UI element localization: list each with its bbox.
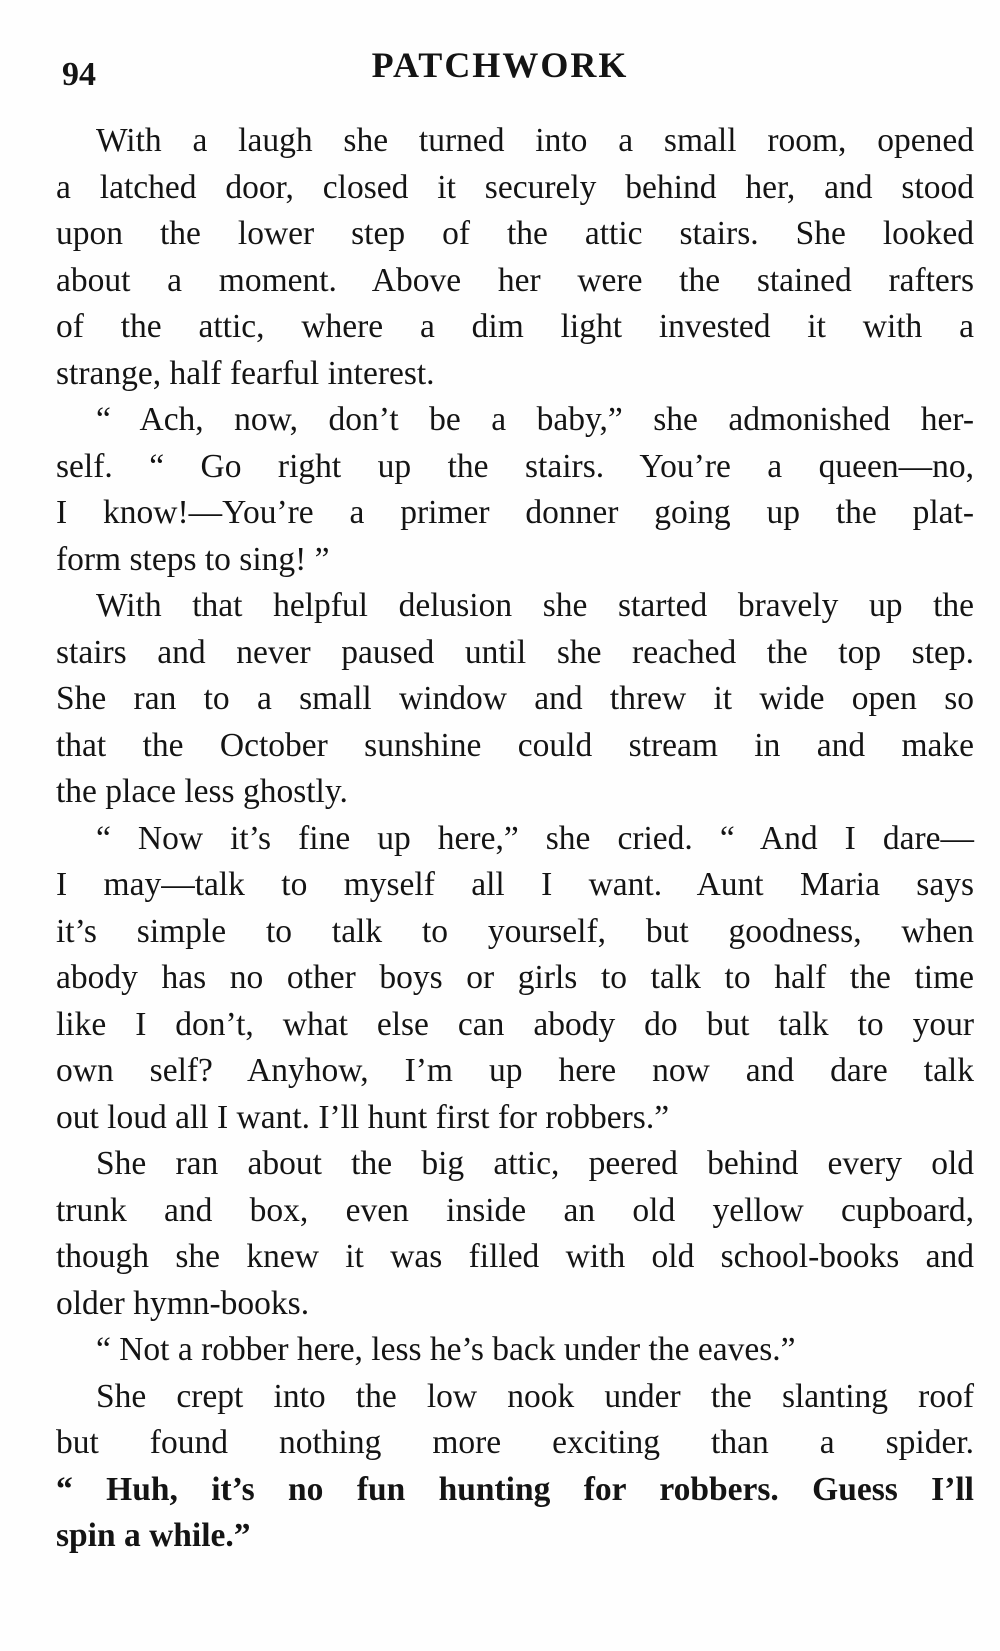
text-line: a latched door, closed it securely behind her, and stood	[56, 168, 974, 206]
text-line: She ran to a small window and threw it wide open so	[56, 680, 974, 717]
text-line: strange, half fearful interest.	[56, 354, 435, 392]
text-line: “ Now it’s fine up here,” she cried. “ And I dare—	[96, 819, 974, 857]
text-line: “ Ach, now, don’t be a baby,” she admonished her-	[96, 401, 974, 438]
body-text	[56, 118, 974, 1560]
text-line: upon the lower step of the attic stairs. She looked	[56, 215, 974, 252]
text-line: own self? Anyhow, I’m up here now and dare talk	[56, 1052, 974, 1089]
text-line: older hymn-books.	[56, 1284, 310, 1322]
text-line: but found nothing more exciting than a spider.	[56, 1424, 974, 1461]
text-line: that the October sunshine could stream in and make	[56, 726, 974, 764]
text-line: “ Not a robber here, less he’s back under the eaves.”	[96, 1331, 796, 1368]
text-line: With a laugh she turned into a small room, opened	[96, 122, 974, 159]
text-line: it’s simple to talk to yourself, but goodness, when	[56, 912, 974, 950]
text-line: She ran about the big attic, peered behind every old	[96, 1145, 974, 1182]
text-line: like I don’t, what else can abody do but talk to your	[56, 1005, 974, 1043]
text-line: out loud all I want. I’ll hunt first for robbers.”	[56, 1098, 670, 1136]
text-line: of the attic, where a dim light invested it with a	[56, 308, 974, 345]
text-line: stairs and never paused until she reached the top step.	[56, 633, 974, 671]
text-line: trunk and box, even inside an old yellow cupboard,	[56, 1191, 974, 1229]
text-line: the place less ghostly.	[56, 773, 348, 810]
text-line: about a moment. Above her were the stained rafters	[56, 261, 974, 299]
text-line: spin a while.”	[56, 1517, 251, 1554]
text-line: “ Huh, it’s no fun hunting for robbers. Guess I’ll	[56, 1470, 974, 1508]
text-line: self. “ Go right up the stairs. You’re a queen—no,	[56, 447, 974, 485]
text-line: She crept into the low nook under the slanting roof	[96, 1377, 974, 1415]
running-title: PATCHWORK	[371, 45, 629, 85]
text-line: I know!—You’re a primer donner going up the plat-	[56, 494, 974, 531]
text-line: With that helpful delusion she started bravely up the	[96, 587, 974, 624]
text-line: abody has no other boys or girls to talk to half the time	[56, 959, 974, 996]
text-line: I may—talk to myself all I want. Aunt Maria says	[56, 866, 974, 903]
running-head	[62, 44, 992, 94]
text-line: form steps to sing! ”	[56, 540, 330, 578]
page-number: 94	[62, 56, 96, 93]
text-line: though she knew it was filled with old school-books and	[56, 1238, 974, 1275]
